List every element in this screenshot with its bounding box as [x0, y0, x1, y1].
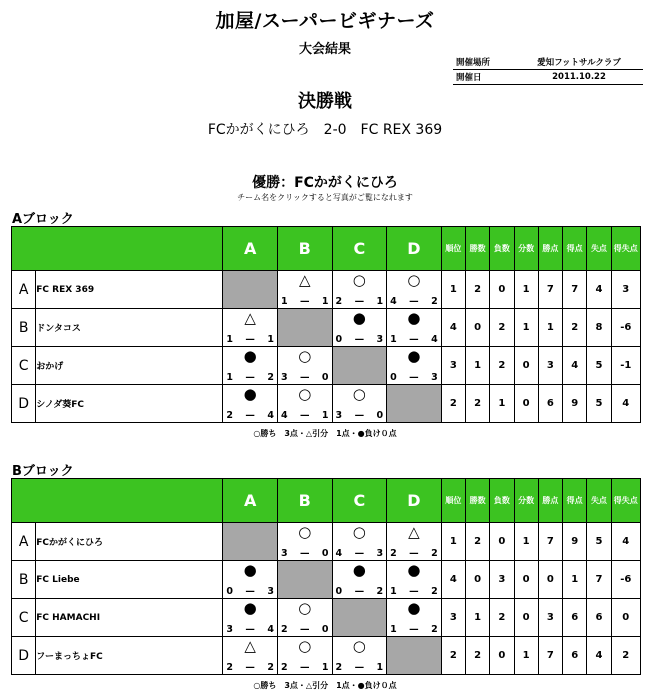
block-b-table — [11, 478, 641, 675]
stat-cell: 1 — [465, 347, 489, 385]
stat-cell: 0 — [465, 561, 489, 599]
score-dash: — — [245, 410, 255, 421]
date-label: 開催日 — [453, 70, 515, 85]
stat-cell: 7 — [538, 637, 562, 675]
stat-cell: 2 — [490, 599, 514, 637]
stat-cell: 0 — [514, 347, 538, 385]
score-own: 2 — [280, 624, 288, 635]
score-opp: 1 — [321, 410, 329, 421]
match-score — [336, 662, 384, 673]
stat-cell: 0 — [490, 271, 514, 309]
score-own: 4 — [390, 296, 397, 307]
score-dash: — — [299, 372, 310, 383]
venue-row — [453, 55, 643, 70]
score-own: 3 — [280, 372, 288, 383]
table-header-row — [12, 227, 641, 271]
score-dash: — — [299, 624, 310, 635]
team-name-link[interactable]: FCかがくにひろ — [36, 523, 223, 561]
score-own: 0 — [390, 372, 397, 383]
stat-cell: 4 — [441, 309, 465, 347]
score-own: 4 — [280, 410, 288, 421]
self-match-cell — [223, 523, 278, 561]
match-score — [281, 410, 329, 421]
self-match-cell — [332, 347, 387, 385]
stat-header-1: 勝数 — [465, 227, 489, 271]
self-match-cell — [277, 309, 332, 347]
stat-header-2: 負数 — [490, 479, 514, 523]
stat-cell: 3 — [490, 561, 514, 599]
score-dash: — — [409, 586, 419, 597]
stat-header-5: 得点 — [563, 227, 587, 271]
stat-cell: 6 — [563, 599, 587, 637]
result-mark: ○ — [298, 599, 312, 617]
stat-cell: 0 — [611, 599, 640, 637]
stat-cell: 5 — [587, 385, 611, 423]
stat-cell: 8 — [587, 309, 611, 347]
col-header-3: D — [387, 227, 442, 271]
col-header-1: B — [277, 479, 332, 523]
result-mark: ○ — [298, 347, 312, 365]
stat-cell: 1 — [514, 271, 538, 309]
result-mark: ● — [243, 599, 257, 617]
score-dash: — — [409, 334, 419, 345]
score-opp: 1 — [321, 296, 329, 307]
table-row — [12, 637, 641, 675]
winner-banner: 優勝：FCかがくにひろ — [252, 175, 398, 191]
stat-cell: 1 — [441, 271, 465, 309]
team-name-link[interactable]: フーまっちょFC — [36, 637, 223, 675]
stat-header-7: 得失点 — [611, 479, 640, 523]
score-opp: 2 — [431, 548, 438, 559]
match-result-cell — [332, 385, 387, 423]
score-opp: 2 — [431, 296, 438, 307]
self-match-cell — [387, 385, 442, 423]
match-result-cell — [387, 271, 442, 309]
stat-cell: 2 — [465, 637, 489, 675]
match-result-cell — [223, 309, 278, 347]
score-opp: 0 — [321, 372, 329, 383]
match-score — [336, 586, 384, 597]
score-dash: — — [354, 662, 365, 673]
score-dash: — — [354, 410, 365, 421]
match-score — [281, 372, 329, 383]
stat-header-1: 勝数 — [465, 479, 489, 523]
match-score — [390, 624, 438, 635]
match-result-cell — [387, 523, 442, 561]
result-mark: ○ — [352, 385, 366, 403]
stat-header-3: 分数 — [514, 227, 538, 271]
final-result: FCかがくにひろ 2-0 FC REX 369 — [207, 122, 443, 138]
result-mark: △ — [298, 271, 311, 289]
stat-cell: 4 — [441, 561, 465, 599]
stat-cell: 7 — [538, 523, 562, 561]
score-dash: — — [354, 548, 365, 559]
match-result-cell — [387, 561, 442, 599]
match-result-cell — [387, 347, 442, 385]
stat-header-6: 失点 — [587, 479, 611, 523]
stat-cell: 0 — [490, 523, 514, 561]
stat-cell: 4 — [611, 385, 640, 423]
score-own: 0 — [226, 586, 233, 597]
table-row — [12, 561, 641, 599]
team-name-link[interactable]: ドンタコス — [36, 309, 223, 347]
stat-cell: 3 — [441, 347, 465, 385]
score-opp: 2 — [431, 624, 438, 635]
result-mark: ● — [243, 347, 257, 365]
stat-header-3: 分数 — [514, 479, 538, 523]
match-score — [281, 548, 329, 559]
block-b-legend: ○勝ち 3点・△引分 1点・●負け０点 — [253, 681, 397, 690]
match-result-cell — [332, 271, 387, 309]
score-own: 2 — [335, 662, 343, 673]
table-row — [12, 347, 641, 385]
match-result-cell — [277, 599, 332, 637]
score-dash: — — [245, 624, 255, 635]
match-result-cell — [332, 523, 387, 561]
team-name-link[interactable]: FC REX 369 — [36, 271, 223, 309]
stat-header-0: 順位 — [441, 479, 465, 523]
match-result-cell — [223, 347, 278, 385]
stat-cell: 1 — [490, 385, 514, 423]
stat-cell: 0 — [490, 637, 514, 675]
stat-cell: 1 — [465, 599, 489, 637]
match-result-cell — [387, 309, 442, 347]
score-dash: — — [245, 662, 255, 673]
stat-cell: 2 — [441, 637, 465, 675]
result-mark: ● — [407, 561, 421, 579]
block-b-title: Bブロック — [12, 464, 74, 479]
col-header-3: D — [387, 479, 442, 523]
team-name-link[interactable]: おかげ — [36, 347, 223, 385]
stat-cell: 6 — [563, 637, 587, 675]
photo-note: チーム名をクリックすると写真がご覧になれます — [237, 193, 413, 202]
result-mark: ● — [407, 309, 421, 327]
score-dash: — — [299, 548, 310, 559]
match-result-cell — [277, 347, 332, 385]
self-match-cell — [332, 599, 387, 637]
score-opp: 2 — [376, 586, 384, 597]
col-header-2: C — [332, 227, 387, 271]
stat-cell: 2 — [490, 347, 514, 385]
score-dash: — — [354, 296, 365, 307]
match-result-cell — [223, 561, 278, 599]
result-mark: △ — [408, 523, 420, 541]
stat-cell: 0 — [514, 599, 538, 637]
stat-cell: 3 — [538, 599, 562, 637]
table-row — [12, 523, 641, 561]
self-match-cell — [277, 561, 332, 599]
result-mark: ○ — [407, 271, 421, 289]
score-dash: — — [354, 586, 365, 597]
score-opp: 0 — [321, 624, 329, 635]
stat-header-0: 順位 — [441, 227, 465, 271]
table-row — [12, 599, 641, 637]
table-row — [12, 271, 641, 309]
result-mark: ● — [407, 599, 421, 617]
score-own: 2 — [226, 410, 233, 421]
match-result-cell — [277, 271, 332, 309]
match-result-cell — [332, 637, 387, 675]
stat-cell: 2 — [563, 309, 587, 347]
block-a-title: Aブロック — [12, 212, 74, 227]
stat-cell: -6 — [611, 309, 640, 347]
match-score — [390, 334, 438, 345]
stat-cell: 1 — [538, 309, 562, 347]
result-mark: ● — [352, 561, 366, 579]
stat-cell: 2 — [465, 523, 489, 561]
header-blank-cell — [12, 227, 223, 271]
stat-cell: -6 — [611, 561, 640, 599]
score-own: 4 — [335, 548, 343, 559]
page-title: 加屋/スーパービギナーズ — [215, 10, 435, 32]
block-a-table — [11, 226, 641, 423]
self-match-cell — [387, 637, 442, 675]
score-opp: 2 — [267, 662, 274, 673]
score-own: 1 — [390, 334, 397, 345]
venue-value: 愛知フットサルクラブ — [515, 55, 643, 70]
row-label: B — [12, 561, 36, 599]
score-opp: 2 — [267, 372, 274, 383]
score-opp: 4 — [267, 410, 274, 421]
match-score — [336, 296, 384, 307]
score-opp: 0 — [376, 410, 384, 421]
row-label: C — [12, 347, 36, 385]
stat-cell: 3 — [441, 599, 465, 637]
score-opp: 3 — [376, 548, 384, 559]
date-row — [453, 70, 643, 85]
match-score — [226, 586, 274, 597]
stat-cell: 0 — [538, 561, 562, 599]
score-dash: — — [299, 662, 310, 673]
result-mark: ○ — [298, 385, 312, 403]
score-opp: 2 — [431, 586, 438, 597]
score-opp: 4 — [431, 334, 438, 345]
score-opp: 3 — [431, 372, 438, 383]
score-own: 1 — [390, 624, 397, 635]
result-mark: ○ — [352, 271, 366, 289]
score-dash: — — [245, 586, 255, 597]
stat-cell: 1 — [514, 309, 538, 347]
stat-cell: 2 — [465, 385, 489, 423]
score-dash: — — [299, 410, 310, 421]
score-own: 3 — [335, 410, 343, 421]
score-own: 2 — [390, 548, 397, 559]
table-row — [12, 385, 641, 423]
score-opp: 1 — [376, 296, 384, 307]
col-header-1: B — [277, 227, 332, 271]
stat-header-7: 得失点 — [611, 227, 640, 271]
match-score — [390, 372, 438, 383]
result-mark: ● — [407, 347, 421, 365]
row-label: C — [12, 599, 36, 637]
match-score — [390, 548, 438, 559]
result-mark: ○ — [352, 637, 366, 655]
match-result-cell — [277, 523, 332, 561]
score-dash: — — [409, 624, 419, 635]
stat-cell: -1 — [611, 347, 640, 385]
score-opp: 1 — [321, 662, 329, 673]
stat-cell: 2 — [490, 309, 514, 347]
stat-header-6: 失点 — [587, 227, 611, 271]
stat-cell: 4 — [563, 347, 587, 385]
date-value: 2011.10.22 — [515, 70, 643, 85]
final-title: 決勝戦 — [298, 91, 352, 112]
stat-cell: 9 — [563, 523, 587, 561]
stat-cell: 2 — [441, 385, 465, 423]
event-info-table — [453, 55, 643, 85]
page-subtitle: 大会結果 — [298, 42, 351, 57]
result-mark: ○ — [352, 523, 366, 541]
stat-cell: 0 — [514, 385, 538, 423]
match-score — [336, 410, 384, 421]
result-mark: △ — [244, 309, 256, 327]
score-own: 1 — [390, 586, 397, 597]
score-opp: 3 — [376, 334, 384, 345]
result-mark: ○ — [298, 637, 312, 655]
stat-cell: 7 — [538, 271, 562, 309]
stat-cell: 0 — [465, 309, 489, 347]
match-score — [226, 624, 274, 635]
venue-label: 開催場所 — [453, 55, 515, 70]
team-name-link[interactable]: FC Liebe — [36, 561, 223, 599]
score-own: 2 — [335, 296, 343, 307]
col-header-0: A — [223, 479, 278, 523]
stat-cell: 3 — [538, 347, 562, 385]
stat-cell: 7 — [563, 271, 587, 309]
stat-cell: 5 — [587, 347, 611, 385]
score-own: 1 — [226, 334, 233, 345]
block-a-legend: ○勝ち 3点・△引分 1点・●負け０点 — [253, 429, 397, 438]
match-score — [226, 334, 274, 345]
score-dash: — — [245, 372, 255, 383]
row-label: B — [12, 309, 36, 347]
stat-cell: 6 — [538, 385, 562, 423]
score-dash: — — [409, 548, 419, 559]
stat-header-2: 負数 — [490, 227, 514, 271]
header-blank-cell — [12, 479, 223, 523]
match-score — [390, 296, 438, 307]
score-own: 3 — [226, 624, 233, 635]
score-opp: 0 — [321, 548, 329, 559]
col-header-0: A — [223, 227, 278, 271]
score-opp: 1 — [376, 662, 384, 673]
match-score — [390, 586, 438, 597]
stat-cell: 4 — [587, 637, 611, 675]
score-dash: — — [245, 334, 255, 345]
score-dash: — — [354, 334, 365, 345]
table-header-row — [12, 479, 641, 523]
stat-header-4: 勝点 — [538, 479, 562, 523]
stat-cell: 2 — [465, 271, 489, 309]
stat-cell: 1 — [514, 637, 538, 675]
col-header-2: C — [332, 479, 387, 523]
result-mark: ● — [352, 309, 366, 327]
row-label: A — [12, 523, 36, 561]
stat-cell: 2 — [611, 637, 640, 675]
score-own: 0 — [335, 586, 343, 597]
match-result-cell — [332, 309, 387, 347]
match-result-cell — [277, 637, 332, 675]
row-label: A — [12, 271, 36, 309]
stat-cell: 1 — [563, 561, 587, 599]
score-own: 3 — [280, 548, 288, 559]
stat-cell: 3 — [611, 271, 640, 309]
score-opp: 1 — [267, 334, 274, 345]
score-own: 1 — [280, 296, 288, 307]
team-name-link[interactable]: FC HAMACHI — [36, 599, 223, 637]
stat-header-4: 勝点 — [538, 227, 562, 271]
result-mark: △ — [244, 637, 256, 655]
score-own: 1 — [226, 372, 233, 383]
stat-cell: 7 — [587, 561, 611, 599]
stat-cell: 0 — [514, 561, 538, 599]
score-dash: — — [299, 296, 310, 307]
match-score — [336, 334, 384, 345]
row-label: D — [12, 637, 36, 675]
score-opp: 3 — [267, 586, 274, 597]
stat-cell: 4 — [587, 271, 611, 309]
team-name-link[interactable]: シノダ葵FC — [36, 385, 223, 423]
match-score — [281, 624, 329, 635]
match-result-cell — [277, 385, 332, 423]
match-score — [226, 372, 274, 383]
score-opp: 4 — [267, 624, 274, 635]
stat-cell: 9 — [563, 385, 587, 423]
stat-cell: 1 — [514, 523, 538, 561]
result-mark: ● — [243, 385, 257, 403]
match-score — [336, 548, 384, 559]
score-dash: — — [409, 296, 419, 307]
match-result-cell — [387, 599, 442, 637]
stat-cell: 4 — [611, 523, 640, 561]
match-result-cell — [332, 561, 387, 599]
match-score — [226, 662, 274, 673]
score-own: 2 — [226, 662, 233, 673]
score-dash: — — [409, 372, 419, 383]
score-own: 0 — [335, 334, 343, 345]
row-label: D — [12, 385, 36, 423]
self-match-cell — [223, 271, 278, 309]
match-score — [281, 662, 329, 673]
stat-cell: 5 — [587, 523, 611, 561]
match-score — [226, 410, 274, 421]
result-mark: ○ — [298, 523, 312, 541]
result-mark: ● — [243, 561, 257, 579]
stat-cell: 6 — [587, 599, 611, 637]
table-row — [12, 309, 641, 347]
score-own: 2 — [280, 662, 288, 673]
match-result-cell — [223, 385, 278, 423]
match-score — [281, 296, 329, 307]
stat-cell: 1 — [441, 523, 465, 561]
match-result-cell — [223, 599, 278, 637]
stat-header-5: 得点 — [563, 479, 587, 523]
match-result-cell — [223, 637, 278, 675]
